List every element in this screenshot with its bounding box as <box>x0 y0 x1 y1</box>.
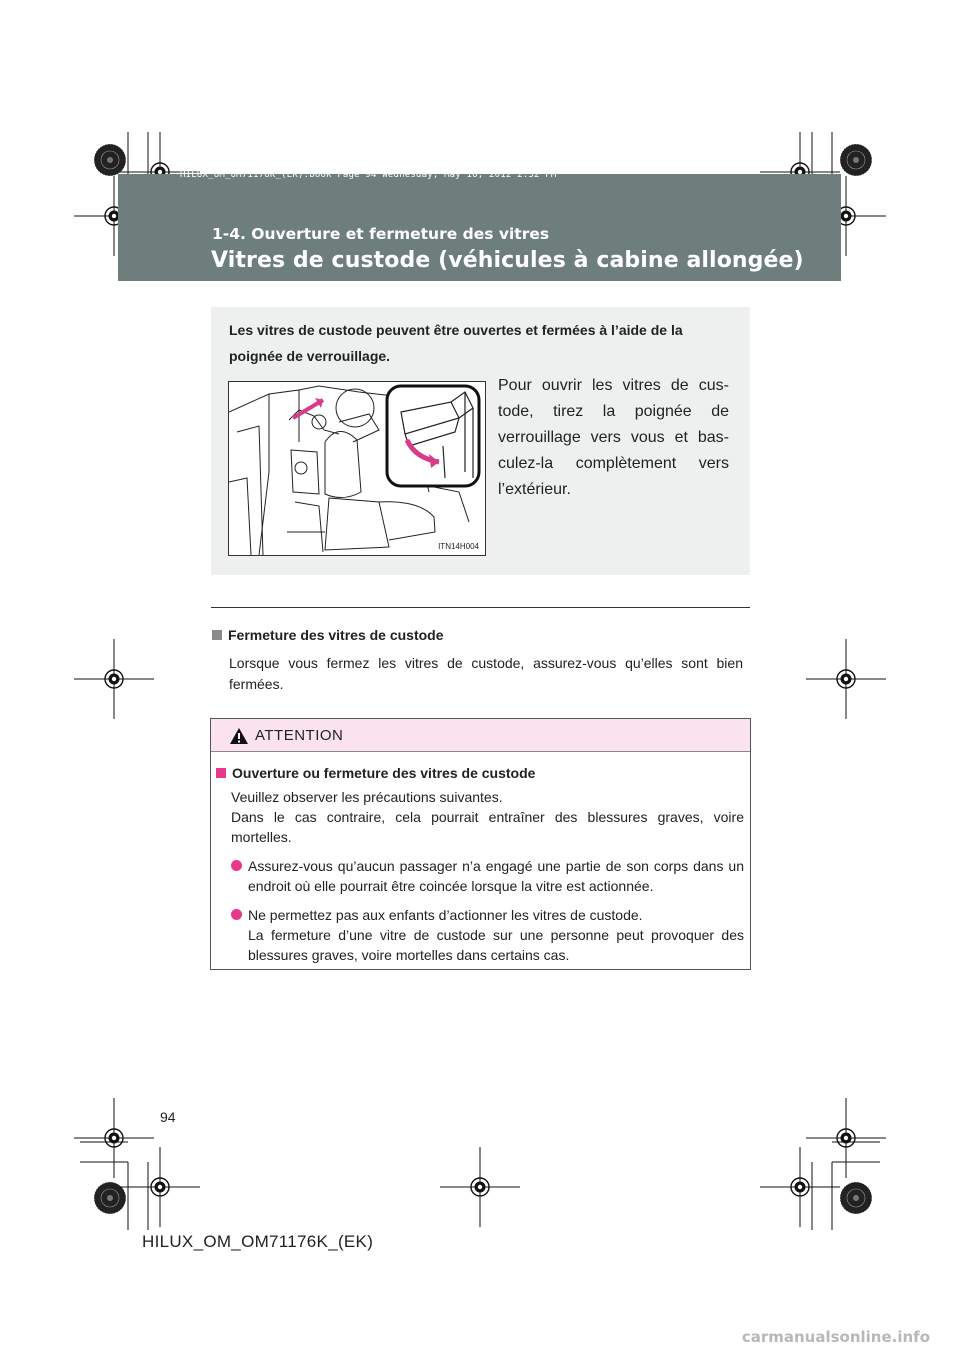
circle-bullet-icon <box>231 860 242 871</box>
section-divider <box>211 607 750 608</box>
attention-bullet-text: Assurez-vous qu’aucun passager n’a engagé une partie de son corps dans un endroit où elle pourrait être coincée lorsque la vitre est actionnée. <box>248 858 744 894</box>
attention-bullet-text: La fermeture d’une vitre de custode sur une personne peut provoquer des blessures graves, voire mortelles dans certains cas. <box>248 927 744 963</box>
page-number: 94 <box>160 1109 176 1125</box>
page-title: Vitres de custode (véhicules à cabine allongée) <box>211 248 804 273</box>
square-bullet-icon <box>212 630 222 640</box>
attention-bullet <box>231 856 744 896</box>
warning-triangle-icon <box>229 727 249 745</box>
attention-bullet-text: Ne permettez pas aux enfants d’actionner les vitres de custode. <box>248 907 643 923</box>
note-heading-text: Fermeture des vitres de custode <box>228 627 444 643</box>
attention-line: Veuillez observer les précautions suivantes. <box>231 789 503 805</box>
attention-bullet <box>231 905 744 965</box>
attention-heading-text: Ouverture ou fermeture des vitres de custode <box>232 765 536 781</box>
note-heading <box>212 627 444 643</box>
note-body: Lorsque vous fermez les vitres de custode, assurez-vous qu’elles sont bien fermées. <box>229 655 743 692</box>
attention-header <box>211 719 750 752</box>
watermark: carmanualsonline.info <box>741 1328 930 1346</box>
circle-bullet-icon <box>231 909 242 920</box>
window-latch-illustration <box>228 381 486 556</box>
attention-box <box>210 718 751 970</box>
attention-heading <box>216 765 535 781</box>
intro-lead: Les vitres de custode peuvent être ouvertes et fermées à l’aide de la poignée de verrouillage. <box>229 322 683 364</box>
file-stamp: HILUX_OM_OM71176K_(EK).book Page 94 Wednesday, May 16, 2012 2:32 PM <box>180 170 557 180</box>
car-interior-drawing <box>229 382 485 555</box>
square-bullet-icon <box>216 768 226 778</box>
section-label: 1-4. Ouverture et fermeture des vitres <box>212 225 550 243</box>
intro-box <box>211 307 750 575</box>
attention-body <box>231 787 744 965</box>
intro-instruction: Pour ouvrir les vitres de cus-tode, tirez la poignée de verrouillage vers vous et bas-culez-la complètement vers l’extérieur. <box>498 377 729 498</box>
footer-doc-code: HILUX_OM_OM71176K_(EK) <box>142 1232 374 1251</box>
attention-line: Dans le cas contraire, cela pourrait entraîner des blessures graves, voire mortelles. <box>231 809 744 845</box>
illustration-code: ITN14H004 <box>438 542 479 551</box>
attention-title: ATTENTION <box>255 727 344 744</box>
